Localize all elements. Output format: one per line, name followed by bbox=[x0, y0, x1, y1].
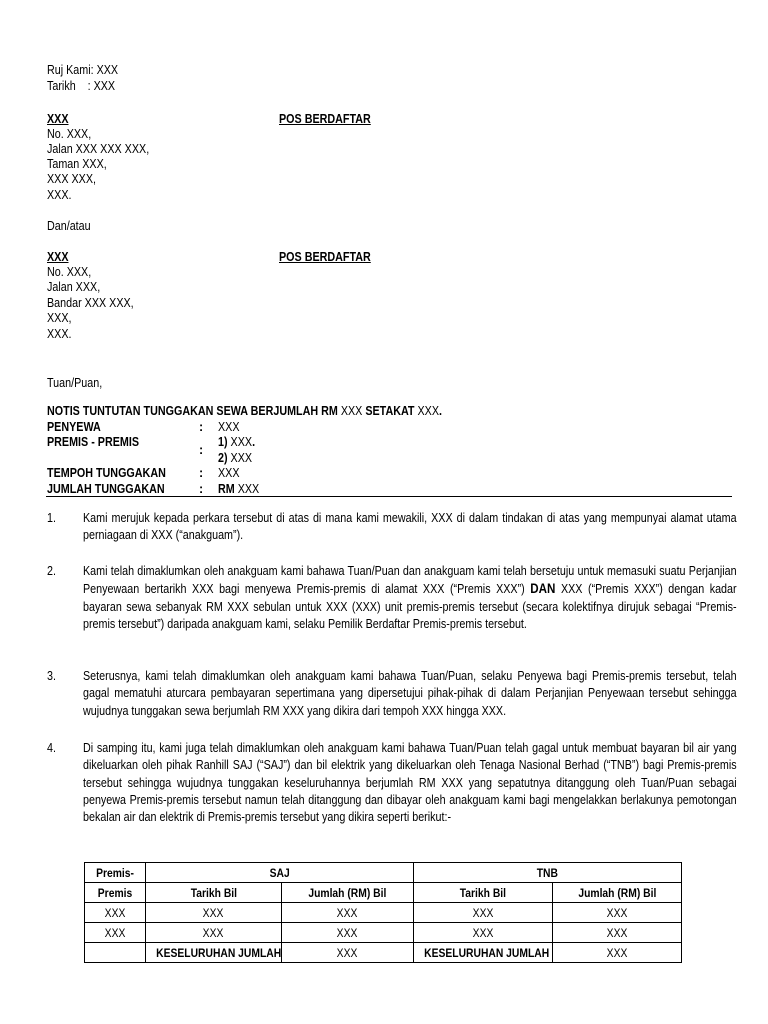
tnb-jumlah-bil-header: Jumlah (RM) Bil bbox=[553, 883, 682, 903]
recipient1-address-line: XXX XXX, bbox=[47, 172, 97, 186]
paragraph-text: Di samping itu, kami juga telah dimaklumkan oleh anakguam kami bahawa Tuan/Puan telah gagal untuk membuat bayaran bil air yang dikeluarkan oleh pihak Ranhill SAJ (“SAJ”) dan bil elektrik yang dikeluarkan oleh Tenaga Nasional Berhad (“TNB”) bagi Premis-premis tersebut sehingga wujudnya tunggakan keseluruhannya berjumlah RM XXX yang sepatutnya ditanggung oleh Tuan/Puan sebagai penyewa Premis-premis tersebut namun telah ditanggung dan dibayar oleh anakguam kami bagi mengelakkan berlakunya pemotongan bekalan air dan elektrik di Premis-premis tersebut yang dikira seperti berikut:- bbox=[83, 741, 737, 825]
premis-header-bottom: Premis bbox=[85, 883, 146, 903]
table-row bbox=[85, 903, 682, 923]
salutation: Tuan/Puan, bbox=[47, 376, 103, 390]
recipient2-name: XXX bbox=[47, 250, 69, 264]
recipient1-registered-post: POS BERDAFTAR bbox=[279, 112, 371, 126]
tnb-total-label: KESELURUHAN JUMLAH bbox=[414, 943, 553, 963]
notice-title: NOTIS TUNTUTAN TUNGGAKAN SEWA BERJUMLAH RM XXX SETAKAT XXX. bbox=[47, 404, 443, 418]
colon: : bbox=[199, 420, 204, 434]
tnb-header: TNB bbox=[414, 863, 682, 883]
saj-total-value: XXX bbox=[282, 943, 414, 963]
colon: : bbox=[199, 443, 204, 457]
paragraph-number: 3. bbox=[47, 669, 56, 683]
tnb-tarikh-bil-header: Tarikh Bil bbox=[414, 883, 553, 903]
premis-label: PREMIS - PREMIS bbox=[47, 435, 139, 449]
jumlah-label: JUMLAH TUNGGAKAN bbox=[47, 482, 165, 496]
table-cell: XXX bbox=[414, 903, 553, 923]
penyewa-value: XXX bbox=[218, 420, 240, 434]
saj-jumlah-bil-header: Jumlah (RM) Bil bbox=[282, 883, 414, 903]
premis-header-top: Premis- bbox=[85, 863, 146, 883]
saj-total-label: KESELURUHAN JUMLAH bbox=[146, 943, 282, 963]
table-total-row bbox=[85, 943, 682, 963]
table-header-row bbox=[85, 863, 682, 883]
colon: : bbox=[199, 482, 204, 496]
tnb-total-value: XXX bbox=[553, 943, 682, 963]
table-row bbox=[85, 923, 682, 943]
recipient1-address-line: No. XXX, bbox=[47, 127, 92, 141]
reference-number: Ruj Kami: XXX bbox=[47, 63, 119, 77]
table-cell: XXX bbox=[85, 903, 146, 923]
table-cell: XXX bbox=[282, 923, 414, 943]
premis-item-2: 2) XXX bbox=[218, 451, 253, 465]
bill-table bbox=[84, 862, 682, 963]
table-cell: XXX bbox=[85, 923, 146, 943]
paragraph-number: 4. bbox=[47, 741, 56, 755]
tempoh-label: TEMPOH TUNGGAKAN bbox=[47, 466, 166, 480]
paragraph-number: 2. bbox=[47, 564, 56, 578]
saj-tarikh-bil-header: Tarikh Bil bbox=[146, 883, 282, 903]
tempoh-value: XXX bbox=[218, 466, 240, 480]
saj-header: SAJ bbox=[146, 863, 414, 883]
recipient2-registered-post: POS BERDAFTAR bbox=[279, 250, 371, 264]
table-cell: XXX bbox=[553, 923, 682, 943]
table-cell: XXX bbox=[146, 903, 282, 923]
recipient2-address-line: XXX. bbox=[47, 327, 72, 341]
and-or-text: Dan/atau bbox=[47, 219, 91, 233]
recipient1-address-line: XXX. bbox=[47, 188, 72, 202]
paragraph-number: 1. bbox=[47, 511, 56, 525]
recipient2-address-line: No. XXX, bbox=[47, 265, 92, 279]
recipient1-name: XXX bbox=[47, 112, 69, 126]
penyewa-label: PENYEWA bbox=[47, 420, 101, 434]
table-cell: XXX bbox=[553, 903, 682, 923]
paragraph-text: Kami merujuk kepada perkara tersebut di atas di mana kami mewakili, XXX di dalam tindakan di atas yang mempunyai alamat utama perniagaan di XXX (“anakguam”). bbox=[83, 511, 737, 543]
paragraph-text: Seterusnya, kami telah dimaklumkan oleh anakguam kami bahawa Tuan/Puan, selaku Penyewa bagi Premis-premis tersebut, telah gagal mematuhi aturcara pembayaran sepertimana yang dipersetujui pihak-pihak di dalam Perjanjian Penyewaan tersebut sehingga wujudnya tunggakan sewa berjumlah RM XXX yang dikira dari tempoh XXX hingga XXX. bbox=[83, 669, 737, 718]
letter-date: Tarikh : XXX bbox=[47, 79, 116, 93]
recipient1-address-line: Taman XXX, bbox=[47, 157, 107, 171]
table-cell: XXX bbox=[414, 923, 553, 943]
table-cell: XXX bbox=[282, 903, 414, 923]
paragraph-text: Kami telah dimaklumkan oleh anakguam kami bahawa Tuan/Puan dan anakguam kami telah bersetuju untuk memasuki suatu Perjanjian Penyewaan bertarikh XXX bagi menyewa Premis-premis di alamat XXX (“Premis XXX”) DAN XXX (“Premis XXX”) dengan kadar bayaran sewa sebanyak RM XXX sebulan untuk XXX (XXX) unit premis-premis tersebut (secara kolektifnya dirujuk sebagai “Premis-premis tersebut”) daripada anakguam kami, selaku Pemilik Berdaftar Premis-premis tersebut. bbox=[83, 564, 737, 631]
jumlah-value: RM XXX bbox=[218, 482, 260, 496]
table-subheader-row bbox=[85, 883, 682, 903]
recipient2-address-line: Jalan XXX, bbox=[47, 280, 101, 294]
recipient2-address-line: Bandar XXX XXX, bbox=[47, 296, 134, 310]
table-cell: XXX bbox=[146, 923, 282, 943]
recipient1-address-line: Jalan XXX XXX XXX, bbox=[47, 142, 150, 156]
premis-item-1: 1) XXX. bbox=[218, 435, 256, 449]
divider bbox=[46, 496, 732, 497]
colon: : bbox=[199, 466, 204, 480]
table-cell-empty bbox=[85, 943, 146, 963]
recipient2-address-line: XXX, bbox=[47, 311, 72, 325]
